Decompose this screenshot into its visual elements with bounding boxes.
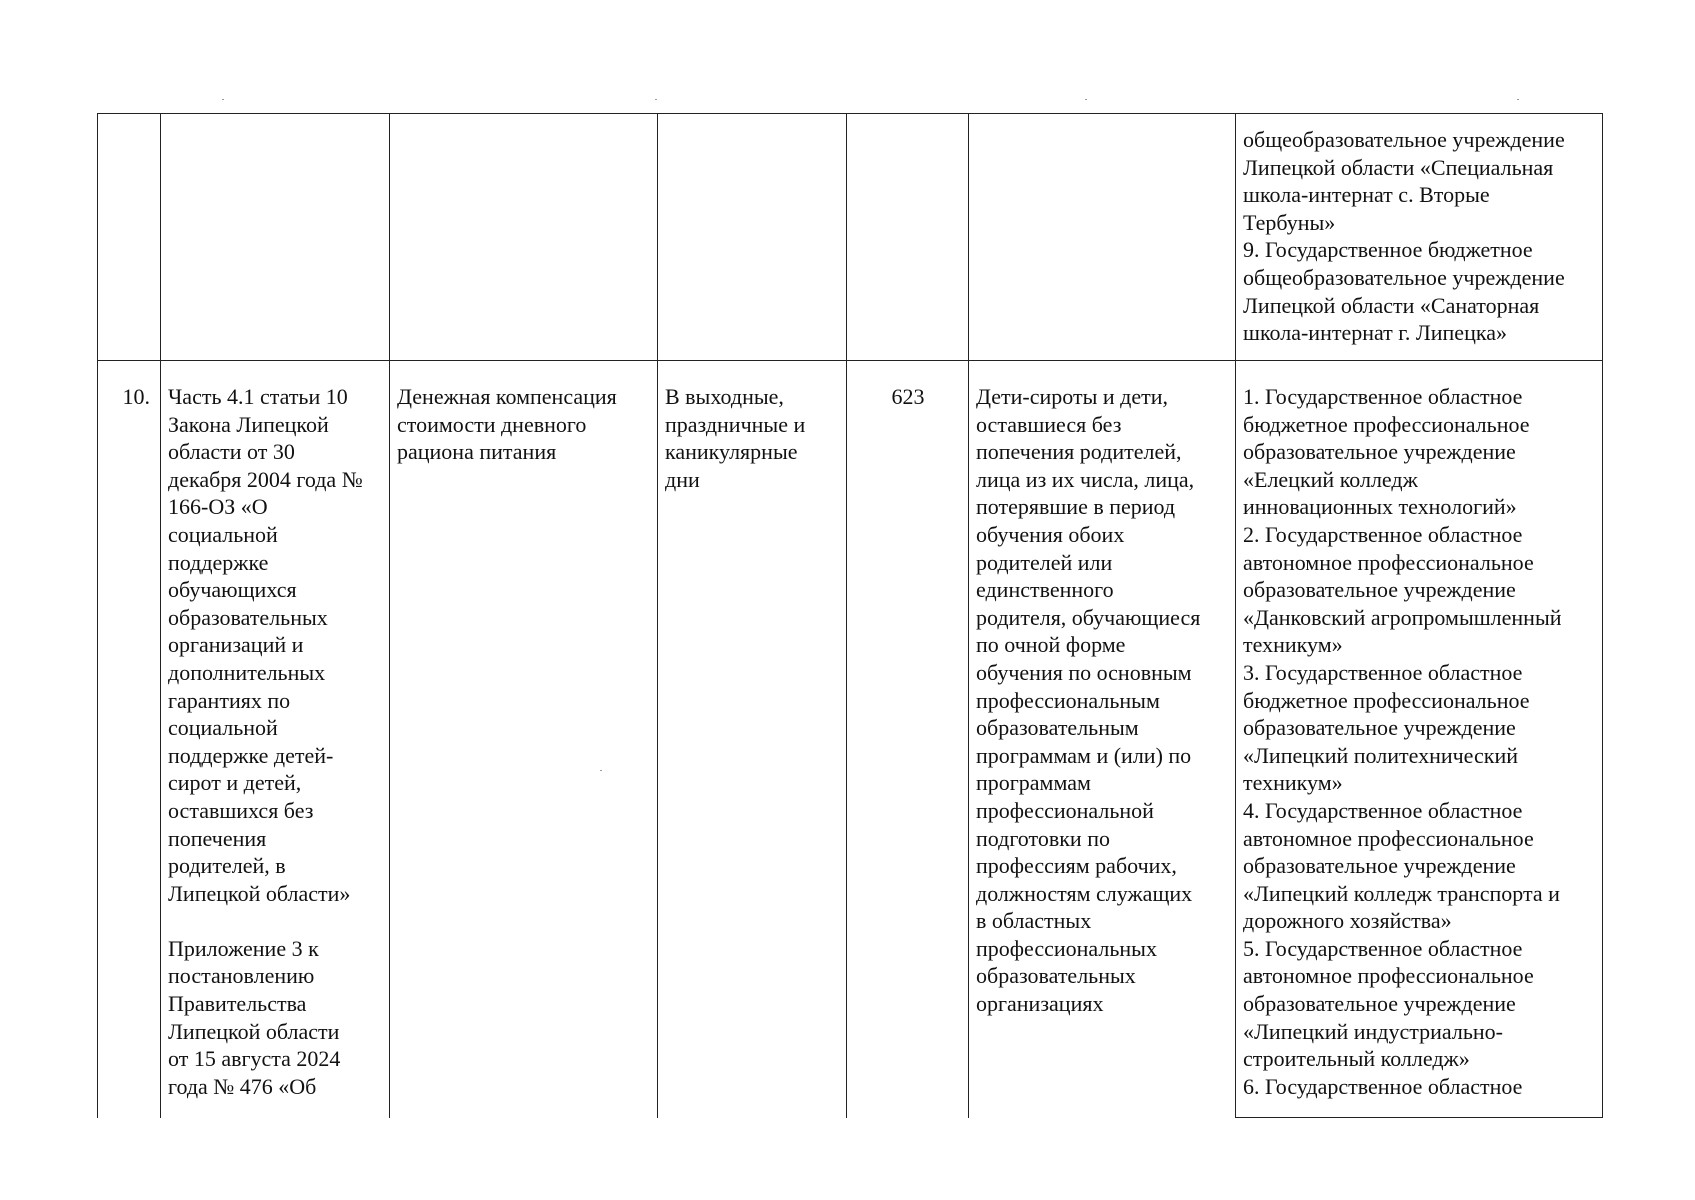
text-line: образовательных (168, 604, 328, 630)
text-line: родителя, обучающиеся (976, 604, 1201, 630)
text-line: бюджетное профессиональное (1243, 687, 1530, 713)
text-line: общеобразовательное учреждение (1243, 127, 1565, 152)
text-line: образовательное учреждение (1243, 715, 1516, 741)
text-line: потерявшие в период (976, 494, 1176, 520)
text-line: техникум» (1243, 770, 1343, 796)
text-line: области от 30 (168, 439, 295, 465)
text-line: организаций и (168, 632, 304, 658)
cell-legal-basis (161, 114, 390, 361)
cell-legal-basis (161, 361, 390, 1118)
text-line: 6. Государственное областное (1243, 1073, 1523, 1099)
text-line: Липецкой области «Специальная (1243, 154, 1554, 180)
text-line: профессиональных (976, 935, 1157, 961)
text-line: общеобразовательное учреждение (1243, 264, 1565, 290)
scan-speck (222, 99, 224, 100)
text-line: 9. Государственное бюджетное (1243, 237, 1533, 263)
text-line: программам (976, 770, 1091, 796)
text-line: оставшихся без (168, 797, 314, 823)
text-line: 5. Государственное областное (1243, 935, 1523, 961)
text-line: родителей или (976, 549, 1113, 575)
text-line: праздничные и (665, 411, 806, 437)
amount-value: 623 (891, 384, 925, 409)
text-line: подготовки по (976, 825, 1110, 851)
text-line: Закона Липецкой (168, 411, 329, 437)
scan-speck (1085, 99, 1087, 100)
cell-measure (390, 114, 658, 361)
text-line: бюджетное профессиональное (1243, 411, 1530, 437)
cell-institutions (1236, 361, 1603, 1118)
text-line: социальной (168, 521, 278, 547)
text-line: обучающихся (168, 577, 297, 603)
text-line: Часть 4.1 статьи 10 (168, 384, 348, 409)
text-line: образовательным (976, 715, 1139, 741)
text-line: 2. Государственное областное (1243, 521, 1523, 547)
text-line: Липецкой области (168, 1018, 340, 1044)
text-line: образовательное учреждение (1243, 853, 1516, 879)
text-line: попечения (168, 825, 267, 851)
text-line: стоимости дневного (397, 411, 587, 437)
text-line: школа-интернат с. Вторые (1243, 182, 1490, 208)
scan-speck (655, 99, 657, 100)
text-line: образовательное учреждение (1243, 991, 1516, 1017)
scan-speck (1517, 99, 1519, 100)
text-line: дополнительных (168, 659, 326, 685)
text-line: дни (665, 466, 700, 492)
text-line: Липецкой области» (168, 880, 351, 906)
cell-number (98, 114, 161, 361)
text-line: Правительства (168, 991, 307, 1017)
text-line: профессиональным (976, 687, 1160, 713)
text-line: автономное профессиональное (1243, 549, 1534, 575)
text-line: родителей, в (168, 853, 286, 879)
text-line: Дети-сироты и дети, (976, 384, 1169, 409)
text-line: поддержке детей- (168, 742, 334, 768)
text-line: дорожного хозяйства» (1243, 908, 1452, 934)
text-line: обучения по основным (976, 659, 1192, 685)
text-line: образовательное учреждение (1243, 439, 1516, 465)
cell-recipients (969, 361, 1236, 1118)
table-row-10 (98, 361, 1603, 1118)
cell-amount (847, 114, 969, 361)
text-line: поддержке (168, 549, 269, 575)
text-line: профессиям рабочих, (976, 853, 1177, 879)
text-line: В выходные, (665, 384, 784, 409)
row-number: 10. (122, 384, 150, 409)
text-line: оставшиеся без (976, 411, 1122, 437)
text-line: сирот и детей, (168, 770, 302, 796)
cell-recipients (969, 114, 1236, 361)
text-line: 3. Государственное областное (1243, 659, 1523, 685)
text-line: 166-ОЗ «О (168, 494, 268, 520)
text-line: каникулярные (665, 439, 798, 465)
text-line: рациона питания (397, 439, 557, 465)
text-line: Тербуны» (1243, 209, 1336, 235)
text-line: Липецкой области «Санаторная (1243, 292, 1540, 318)
text-line: должностям служащих (976, 880, 1193, 906)
text-line: инновационных технологий» (1243, 494, 1517, 520)
text-line: техникум» (1243, 632, 1343, 658)
cell-period (658, 361, 847, 1118)
text-line: строительный колледж» (1243, 1046, 1470, 1072)
text-line: автономное профессиональное (1243, 825, 1534, 851)
cell-number (98, 361, 161, 1118)
text-line: «Липецкий индустриально- (1243, 1018, 1503, 1044)
text-line: Приложение 3 к (168, 935, 319, 961)
text-line: образовательное учреждение (1243, 577, 1516, 603)
text-line: Денежная компенсация (397, 384, 617, 409)
cell-measure (390, 361, 658, 1118)
text-line: лица из их числа, лица, (976, 466, 1195, 492)
text-line: по очной форме (976, 632, 1126, 658)
text-line: автономное профессиональное (1243, 963, 1534, 989)
text-line: гарантиях по (168, 687, 291, 713)
text-line: школа-интернат г. Липецка» (1243, 320, 1507, 346)
text-line: «Данковский агропромышленный (1243, 604, 1562, 630)
text-line: «Липецкий политехнический (1243, 742, 1518, 768)
text-line: в областных (976, 908, 1092, 934)
text-line: организациях (976, 991, 1104, 1017)
cell-amount (847, 361, 969, 1118)
text-line: социальной (168, 715, 278, 741)
table-row-continued (98, 114, 1603, 361)
paragraph-gap (168, 907, 383, 935)
text-line: программам и (или) по (976, 742, 1192, 768)
text-line: 1. Государственное областное (1243, 384, 1523, 409)
text-line: профессиональной (976, 797, 1154, 823)
text-line: года № 476 «Об (168, 1073, 317, 1099)
text-line: 4. Государственное областное (1243, 797, 1523, 823)
text-line: образовательных (976, 963, 1136, 989)
text-line: «Липецкий колледж транспорта и (1243, 880, 1560, 906)
text-line: постановлению (168, 963, 315, 989)
benefits-table (97, 113, 1603, 1118)
text-line: «Елецкий колледж (1243, 466, 1418, 492)
text-line: попечения родителей, (976, 439, 1182, 465)
text-line: единственного (976, 577, 1114, 603)
text-line: от 15 августа 2024 (168, 1046, 341, 1072)
text-line: декабря 2004 года № (168, 466, 363, 492)
text-line: обучения обоих (976, 521, 1125, 547)
cell-period (658, 114, 847, 361)
cell-institutions (1236, 114, 1603, 361)
